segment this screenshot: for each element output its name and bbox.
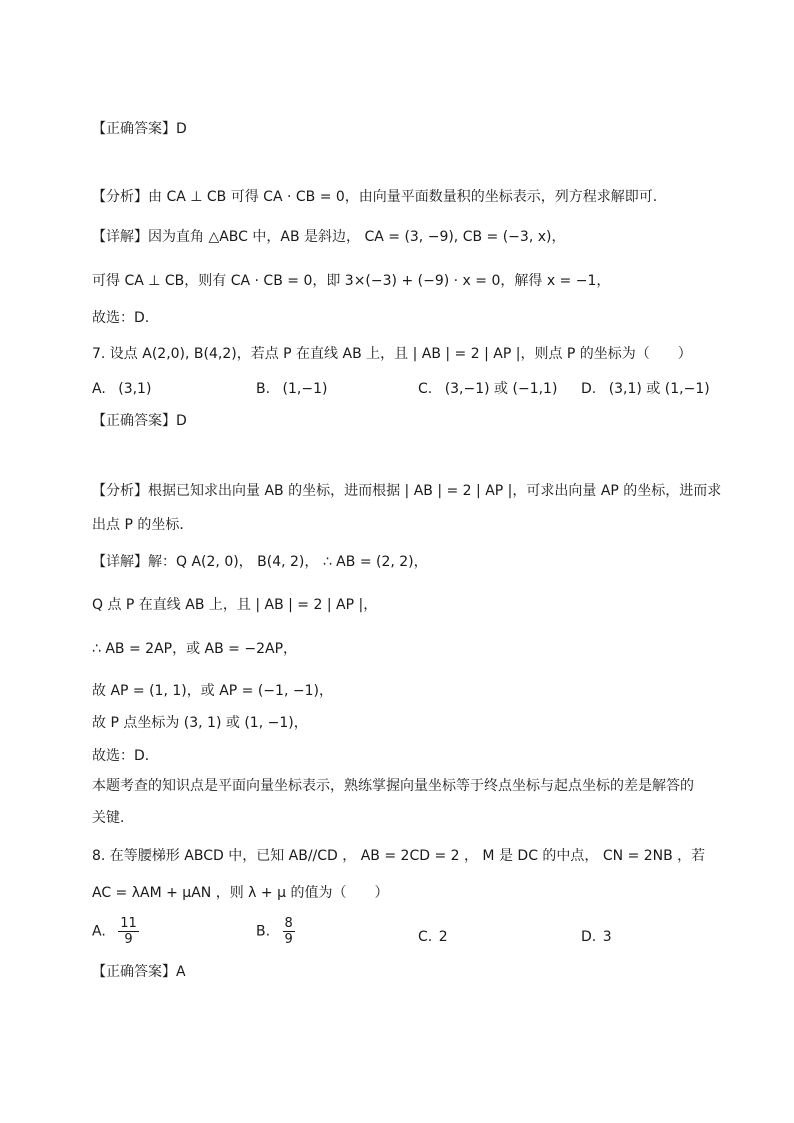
q8-stem-line1: 8. 在等腰梯形 ABCD 中，已知 AB//CD ， AB = 2CD = 2 ， M 是 DC 的中点， CN = 2NB ，若 [92, 848, 706, 864]
option-text: 2 [438, 929, 448, 945]
q7-choose: 故选：D． [92, 748, 159, 764]
q7-analysis-line1: 【分析】根据已知求出向量 AB 的坐标，进而根据 | AB | = 2 | AP |，可求出向量 AP 的坐标，进而求 [92, 483, 722, 499]
q7-option-c [418, 380, 557, 398]
option-label: C. [418, 929, 433, 945]
q7-detail-line4: 故 AP = (1, 1)，或 AP = (−1, −1)， [92, 683, 333, 699]
q8-option-d [581, 928, 612, 946]
q7-detail-line2: Q 点 P 在直线 AB 上，且 | AB | = 2 | AP |， [92, 597, 378, 613]
q7-option-a [92, 380, 151, 398]
q7-option-d [581, 380, 710, 398]
q8-stem-line2: AC = λAM + μAN ，则 λ + μ 的值为（ ） [92, 885, 389, 901]
fraction-denominator: 9 [124, 932, 133, 947]
q6-detail: 【详解】因为直角 △ABC 中，AB 是斜边， CA = (3, −9), CB = (−3, x)， [92, 229, 566, 245]
q7-detail-line1: 【详解】解：Q A(2, 0)， B(4, 2)， ∴ AB = (2, 2)， [92, 554, 428, 570]
option-text: 3 [602, 929, 612, 945]
option-label: D. [581, 381, 597, 397]
q6-choose: 故选：D. [92, 310, 150, 326]
option-text: (3,−1) 或 (−1,1) [444, 381, 558, 397]
option-label: C. [418, 381, 433, 397]
q6-detail-line2: 可得 CA ⊥ CB，则有 CA · CB = 0，即 3×(−3) + (−9) · x = 0，解得 x = −1， [92, 273, 611, 289]
q7-detail-line3: ∴ AB = 2AP，或 AB = −2AP， [92, 641, 298, 657]
q7-summary-line2: 关键． [92, 810, 134, 826]
fraction-numerator: 11 [120, 916, 137, 931]
q7-stem: 7. 设点 A(2,0), B(4,2)，若点 P 在直线 AB 上，且 | AB | = 2 | AP |，则点 P 的坐标为（ ） [92, 346, 692, 362]
q7-analysis-line2: 出点 P 的坐标． [92, 517, 194, 533]
option-label: A. [92, 381, 106, 397]
q8-option-a [92, 916, 139, 947]
option-text: (3,1) [118, 381, 152, 397]
option-text: (1,−1) [282, 381, 328, 397]
q8-option-b [256, 916, 295, 947]
option-label: A. [92, 923, 106, 940]
q8-option-c [418, 928, 448, 946]
q8-answer: 【正确答案】A [92, 964, 186, 980]
fraction-numerator: 8 [284, 916, 293, 931]
option-label: D. [581, 929, 597, 945]
q7-answer: 【正确答案】D [92, 413, 187, 429]
q6-answer: 【正确答案】D [92, 121, 187, 137]
option-label: B. [256, 923, 271, 940]
q7-option-b [256, 380, 327, 398]
q6-analysis: 【分析】由 CA ⊥ CB 可得 CA · CB = 0，由向量平面数量积的坐标表示，列方程求解即可. [92, 189, 658, 205]
fraction-denominator: 9 [284, 932, 293, 947]
option-text: (3,1) 或 (1,−1) [608, 381, 710, 397]
option-label: B. [256, 381, 271, 397]
q7-detail-line5: 故 P 点坐标为 (3, 1) 或 (1, −1)， [92, 715, 308, 731]
fraction [118, 916, 139, 947]
q7-summary-line1: 本题考查的知识点是平面向量坐标表示，熟练掌握向量坐标等于终点坐标与起点坐标的差是解答的 [92, 778, 694, 794]
fraction [283, 916, 295, 947]
